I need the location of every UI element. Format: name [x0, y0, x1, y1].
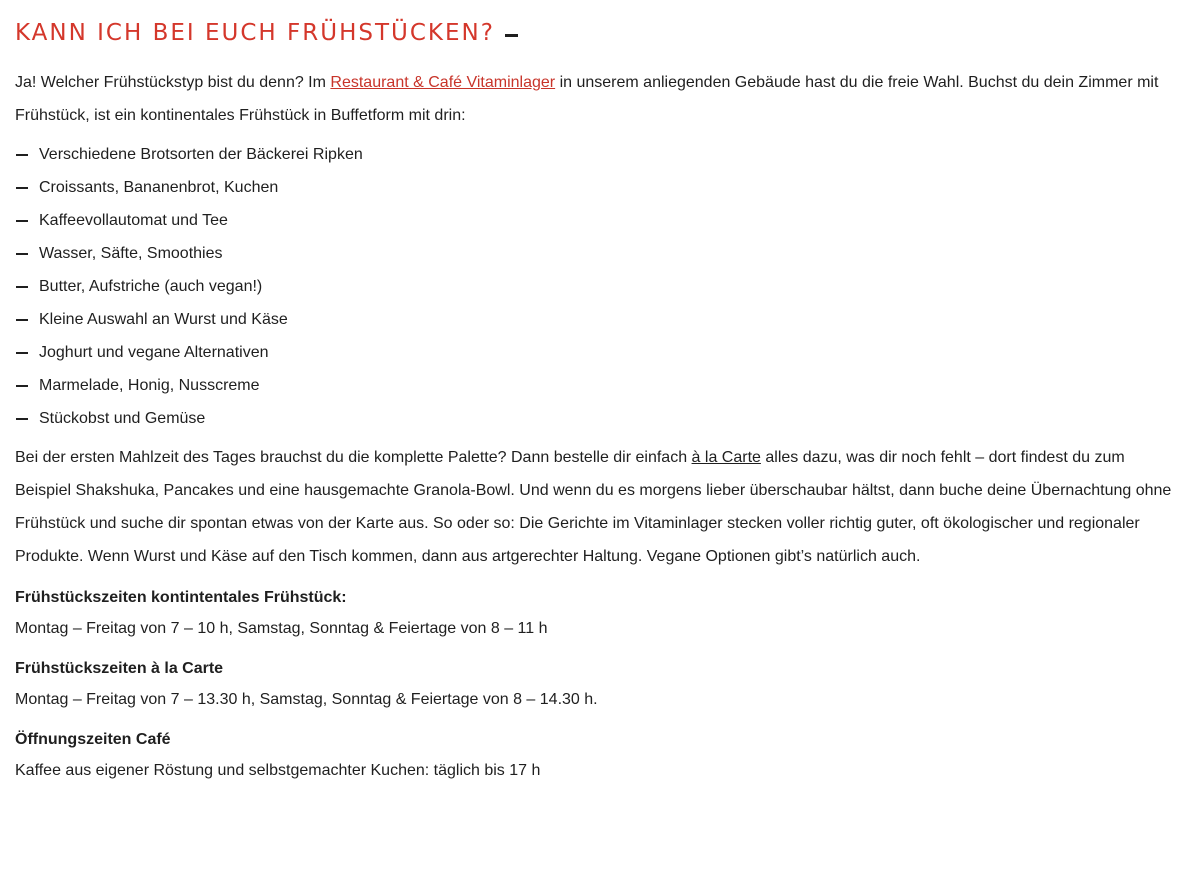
- list-item: [15, 303, 1184, 336]
- a-la-carte-paragraph: [15, 441, 1184, 573]
- list-item-label: Joghurt und vegane Alternativen: [39, 343, 269, 361]
- list-item: [15, 204, 1184, 237]
- list-item-label: Marmelade, Honig, Nusscreme: [39, 376, 260, 394]
- a-la-carte-hours-section: [15, 652, 1184, 715]
- continental-hours-section: [15, 581, 1184, 644]
- intro-paragraph: [15, 66, 1184, 132]
- carte-text-before: Bei der ersten Mahlzeit des Tages brauchst du die komplette Palette? Dann bestelle dir einfach: [15, 449, 692, 466]
- dash-bullet-icon: [16, 418, 28, 420]
- heading-dash-icon: [505, 34, 518, 37]
- list-item: [15, 270, 1184, 303]
- list-item: [15, 237, 1184, 270]
- intro-text-before: Ja! Welcher Frühstückstyp bist du denn? Im: [15, 74, 331, 91]
- list-item: [15, 402, 1184, 435]
- list-item-label: Wasser, Säfte, Smoothies: [39, 244, 223, 262]
- cafe-hours-text: Kaffee aus eigener Röstung und selbstgemachter Kuchen: täglich bis 17 h: [15, 762, 541, 779]
- heading-title: KANN ICH BEI EUCH FRÜHSTÜCKEN?: [15, 20, 495, 46]
- restaurant-vitaminlager-link[interactable]: Restaurant & Café Vitaminlager: [330, 74, 556, 91]
- dash-bullet-icon: [16, 352, 28, 354]
- dash-bullet-icon: [16, 385, 28, 387]
- continental-hours-title: Frühstückszeiten kontintentales Frühstück:: [15, 589, 347, 606]
- list-item-label: Verschiedene Brotsorten der Bäckerei Ripken: [39, 145, 363, 163]
- dash-bullet-icon: [16, 187, 28, 189]
- list-item-label: Butter, Aufstriche (auch vegan!): [39, 277, 263, 295]
- continental-hours-text: Montag – Freitag von 7 – 10 h, Samstag, Sonntag & Feiertage von 8 – 11 h: [15, 620, 548, 637]
- dash-bullet-icon: [16, 253, 28, 255]
- list-item: [15, 138, 1184, 171]
- buffet-list: [15, 138, 1184, 435]
- dash-bullet-icon: [16, 319, 28, 321]
- list-item: [15, 171, 1184, 204]
- a-la-carte-hours-text: Montag – Freitag von 7 – 13.30 h, Samstag, Sonntag & Feiertage von 8 – 14.30 h.: [15, 691, 598, 708]
- cafe-hours-section: [15, 723, 1184, 786]
- carte-text-after: alles dazu, was dir noch fehlt – dort findest du zum Beispiel Shakshuka, Pancakes und eine hausgemachte Granola-Bowl. Und wenn du es morgens lieber überschaubar hältst, dann buche deine Übernachtung ohne Frühstück und suche dir spontan etwas von der Karte aus. So oder so: Die Gerichte im Vitaminlager stecken voller richtig guter, oft ökologischer und regionaler Produkte. Wenn Wurst und Käse auf den Tisch kommen, dann aus artgerechter Haltung. Vegane Optionen gibt’s natürlich auch.: [15, 449, 1172, 565]
- list-item: [15, 336, 1184, 369]
- a-la-carte-link[interactable]: à la Carte: [691, 449, 761, 466]
- dash-bullet-icon: [16, 220, 28, 222]
- intro-text-after: in unserem anliegenden Gebäude hast du die freie Wahl. Buchst du dein Zimmer mit Frühstück, ist ein kontinentales Frühstück in Buffetform mit drin:: [15, 74, 1159, 124]
- list-item-label: Kaffeevollautomat und Tee: [39, 211, 228, 229]
- list-item-label: Croissants, Bananenbrot, Kuchen: [39, 178, 279, 196]
- dash-bullet-icon: [16, 286, 28, 288]
- list-item-label: Stückobst und Gemüse: [39, 409, 206, 427]
- dash-bullet-icon: [16, 154, 28, 156]
- a-la-carte-hours-title: Frühstückszeiten à la Carte: [15, 660, 224, 677]
- list-item: [15, 369, 1184, 402]
- list-item-label: Kleine Auswahl an Wurst und Käse: [39, 310, 288, 328]
- cafe-hours-title: Öffnungszeiten Café: [15, 731, 171, 748]
- page-heading: [15, 14, 1184, 52]
